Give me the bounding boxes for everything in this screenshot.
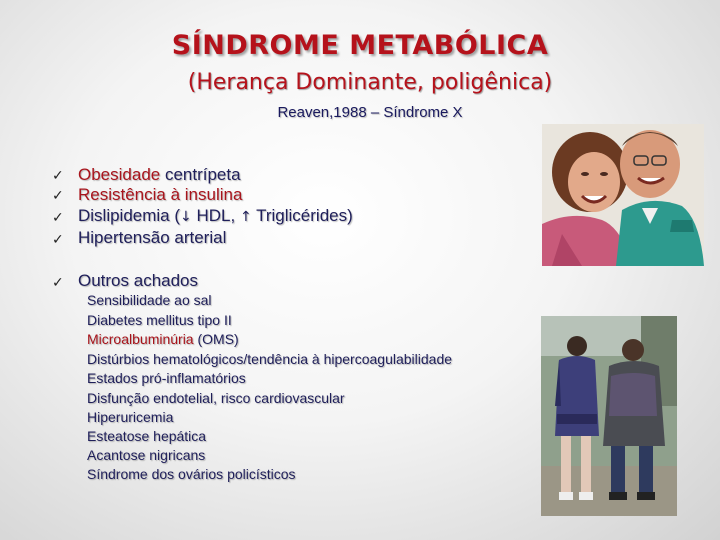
- arrow-down-icon: ↓: [180, 209, 192, 225]
- checkmark-icon: ✓: [52, 232, 64, 248]
- finding-item: Estados pró-inflamatórios: [87, 370, 246, 386]
- finding-item: Hiperuricemia: [87, 409, 174, 425]
- couple-photo: [542, 124, 704, 266]
- finding-item: Acantose nigricans: [87, 447, 206, 463]
- checkmark-icon: ✓: [52, 275, 64, 291]
- list-item-text: Hipertensão arterial: [78, 228, 227, 247]
- slide-subtitle: (Herança Dominante, poligênica): [187, 70, 553, 95]
- finding-item: Sensibilidade ao sal: [87, 292, 212, 308]
- finding-highlight: Microalbuminúria: [87, 331, 194, 347]
- list-item-text: HDL,: [191, 206, 240, 225]
- finding-item: Disfunção endotelial, risco cardiovascular: [87, 390, 345, 406]
- checkmark-icon: ✓: [52, 188, 64, 204]
- list-item: [78, 206, 353, 226]
- arrow-up-icon: ↑: [239, 209, 252, 225]
- other-findings-heading: Outros achados: [78, 271, 199, 290]
- finding-item: Síndrome dos ovários policísticos: [87, 466, 296, 482]
- finding-item: Distúrbios hematológicos/tendência à hipercoagulabilidade: [87, 351, 453, 367]
- list-item: [78, 228, 226, 248]
- finding-note: (OMS): [197, 331, 239, 347]
- slide-title: SÍNDROME METABÓLICA: [171, 30, 549, 61]
- reference-line: Reaven,1988 – Síndrome X: [277, 104, 463, 121]
- list-item: [78, 165, 241, 185]
- list-item-highlight: Obesidade: [78, 165, 161, 184]
- checkmark-icon: ✓: [52, 168, 64, 184]
- finding-item: Esteatose hepática: [87, 428, 207, 444]
- list-item: [78, 185, 242, 205]
- finding-item: [87, 331, 239, 347]
- list-item-rest: centrípeta: [160, 165, 241, 184]
- list-item-text: Dislipidemia (: [78, 206, 181, 225]
- list-item-text: Triglicérides): [251, 206, 353, 225]
- finding-item: Diabetes mellitus tipo II: [87, 312, 232, 328]
- walking-women-photo: [541, 316, 677, 516]
- checkmark-icon: ✓: [52, 210, 64, 226]
- list-item-highlight: Resistência à insulina: [78, 185, 243, 204]
